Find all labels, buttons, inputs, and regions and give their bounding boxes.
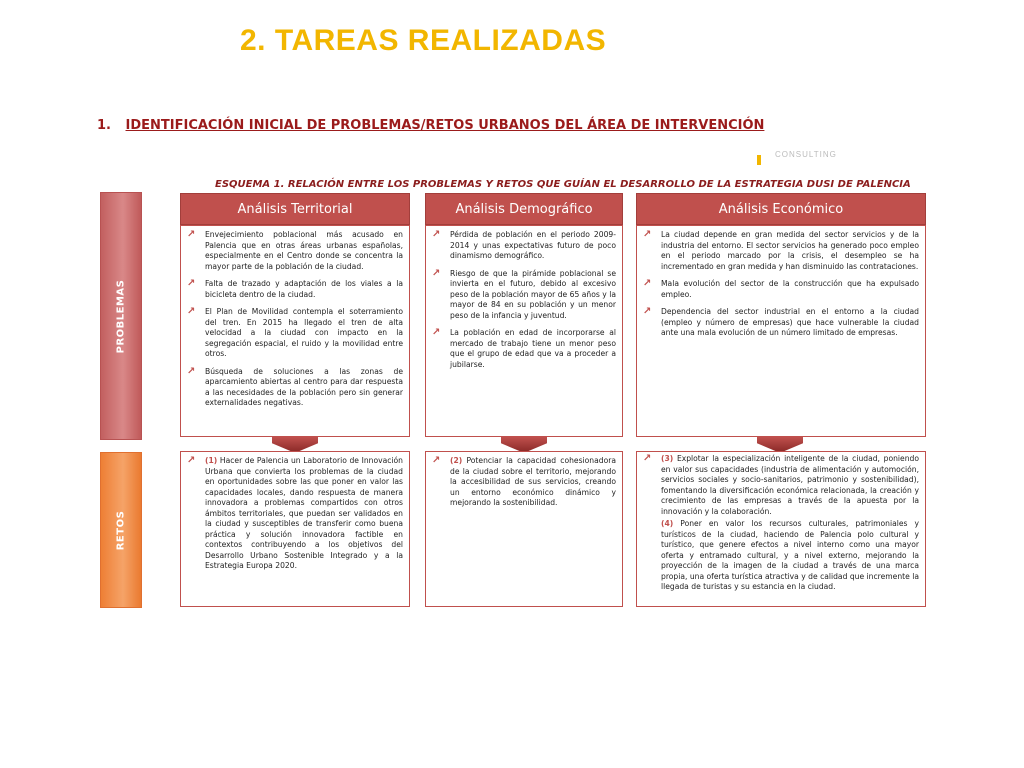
arrow-icon: ↗ xyxy=(432,327,441,338)
problem-item: ↗ Riesgo de que la pirámide poblacional se invierta en el futuro, debido al excesivo peso de la población mayor de 65 años y la mayor de 84 en su población y un menor peso de la infancia y juventud. xyxy=(432,267,616,320)
problem-item: ↗ Búsqueda de soluciones a las zonas de aparcamiento abiertas al centro para dar respuesta a las necesidades de la población pero sin generar externalidades negativas. xyxy=(187,365,403,407)
arrow-icon: ↗ xyxy=(432,455,441,466)
down-connector-icon xyxy=(272,437,318,451)
arrow-icon: ↗ xyxy=(187,306,196,317)
down-connector-icon xyxy=(757,437,803,451)
section-number: 1. xyxy=(97,118,111,133)
problem-item: ↗ Dependencia del sector industrial en el entorno a la ciudad (empleo y número de empresas) que hace vulnerable la ciudad ante una mala evolución de un número limitado de empresas. xyxy=(643,306,919,337)
problem-item: ↗ Mala evolución del sector de la construcción que ha expulsado empleo. xyxy=(643,278,919,299)
arrow-icon: ↗ xyxy=(643,453,652,464)
arrow-icon: ↗ xyxy=(187,365,196,377)
problem-item: ↗ Pérdida de población en el periodo 2009-2014 y unas expectativas futuro de poco dinamismo demográfico. xyxy=(432,229,616,260)
scheme-caption: ESQUEMA 1. RELACIÓN ENTRE LOS PROBLEMAS Y RETOS QUE GUÍAN EL DESARROLLO DE LA ESTRATEGIA DUSI DE PALENCIA xyxy=(215,179,911,190)
logo-bar-icon xyxy=(757,155,761,165)
column-header-demografico: Análisis Demográfico xyxy=(425,193,623,225)
arrow-icon: ↗ xyxy=(643,229,652,240)
problem-item: ↗ La ciudad depende en gran medida del sector servicios y de la industria del entorno. El sector servicios ha generado poco empleo en el periodo marcado por la crisis, el desempleo se ha incrementado en gran medida y han disminuido las contrataciones. xyxy=(643,229,919,271)
arrow-icon: ↗ xyxy=(643,278,652,289)
arrow-icon: ↗ xyxy=(432,229,441,240)
challenge-item: (4) Poner en valor los recursos culturales, patrimoniales y turísticos de la ciudad, haciendo de Palencia polo cultural y turístico, que genere efectos a nivel interno como una mayor oferta y entramado cultural, y a nivel externo, mejorando la proyección de la imagen de la ciudad a través de una marca propia, una oferta turística atractiva y de calidad que incremente la llegada de turistas y su estancia en la ciudad. xyxy=(643,519,919,593)
down-connector-icon xyxy=(501,437,547,451)
column-header-territorial: Análisis Territorial xyxy=(180,193,410,225)
arrow-icon xyxy=(643,519,661,593)
problem-item: ↗ La población en edad de incorporarse al mercado de trabajo tiene un menor peso que el grupo de edad que va a proceder a jubilarse. xyxy=(432,327,616,369)
problems-box-demografico xyxy=(425,225,623,437)
challenge-item: ↗ (2) Potenciar la capacidad cohesionadora de la ciudad sobre el territorio, mejorando la accesibilidad de sus servicios, creando un entorno económico dinámico y mejorando la sostenibilidad. xyxy=(432,455,616,507)
section-heading-text: IDENTIFICACIÓN INICIAL DE PROBLEMAS/RETOS URBANOS DEL ÁREA DE INTERVENCIÓN xyxy=(125,118,765,133)
row-label-retos xyxy=(100,452,142,608)
column-header-economico: Análisis Económico xyxy=(636,193,926,225)
row-label-retos-text: RETOS xyxy=(115,510,127,550)
arrow-icon: ↗ xyxy=(187,229,196,240)
challenge-item: ↗ (3) Explotar la especialización inteligente de la ciudad, poniendo en valor sus capacidades (industria de alimentación y automoción, servicios sociales y socio-sanitarios, patrimonio y sostenibilidad), fomentando la diversificación económica relacionada, la creación y crecimiento de las empresas a través de la apuesta por la innovación y la colaboración. xyxy=(643,453,919,516)
arrow-icon: ↗ xyxy=(643,306,652,317)
problems-box-territorial xyxy=(180,225,410,437)
problem-item: ↗ Falta de trazado y adaptación de los viales a la bicicleta dentro de la ciudad. xyxy=(187,278,403,299)
challenge-item: ↗ (1) Hacer de Palencia un Laboratorio de Innovación Urbana que convierta los problemas de la ciudad en oportunidades sobre las que poner en valor las capacidades locales, dando respuesta de manera innovadora a problemas compartidos con otros ámbitos territoriales, que puedan ser validados en la ciudad y susceptibles de transferir como buena práctica y solución innovadora factible en contextos contribuyendo a los objetivos del Desarrollo Urbano Sostenible Integrado y a la Estrategia Europa 2020. xyxy=(187,455,403,570)
arrow-icon: ↗ xyxy=(187,278,196,289)
section-heading xyxy=(97,118,764,133)
row-label-problemas xyxy=(100,192,142,440)
slide-title: 2. TAREAS REALIZADAS xyxy=(240,24,607,57)
arrow-icon: ↗ xyxy=(187,455,196,466)
problem-item: ↗ Envejecimiento poblacional más acusado en Palencia que en otras áreas urbanas españolas, especialmente en el Centro donde se concentra la mayor parte de la población de la ciudad. xyxy=(187,229,403,271)
arrow-icon: ↗ xyxy=(432,267,441,279)
row-label-problemas-text: PROBLEMAS xyxy=(115,279,127,353)
challenges-box-demografico xyxy=(425,451,623,607)
logo xyxy=(757,150,847,164)
problem-item: ↗ El Plan de Movilidad contempla el soterramiento del tren. En 2015 ha llegado el tren de alta velocidad a la ciudad con impacto en la segregación espacial, el ruido y la movilidad entre otros. xyxy=(187,306,403,358)
challenges-box-economico xyxy=(636,451,926,607)
problems-box-economico xyxy=(636,225,926,437)
challenges-box-territorial xyxy=(180,451,410,607)
logo-text: CONSULTING xyxy=(775,150,837,159)
